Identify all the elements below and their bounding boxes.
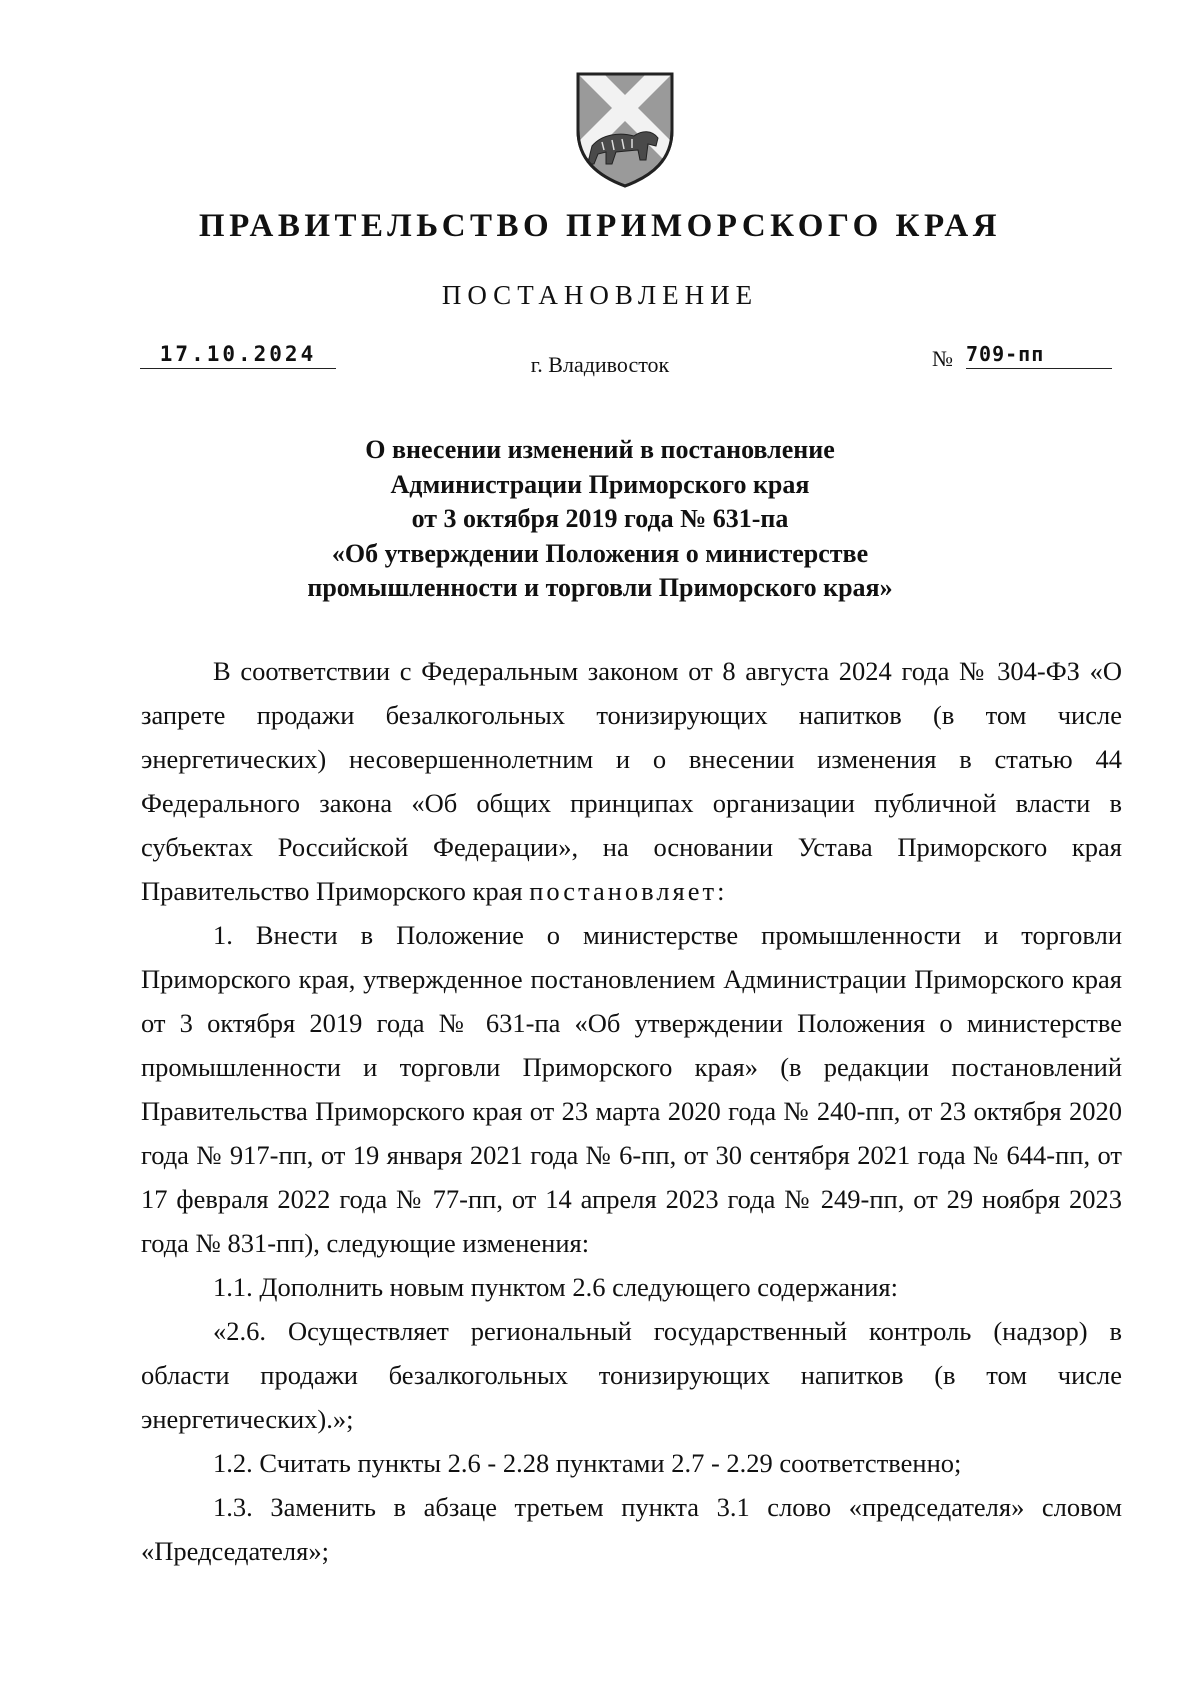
document-body	[141, 649, 1122, 1573]
document-subject	[0, 433, 1200, 606]
subject-line: «Об утверждении Положения о министерстве	[331, 538, 869, 568]
subject-line: Администрации Приморского края	[390, 469, 810, 499]
item-2-6-quote: «2.6. Осуществляет региональный государственный контроль (надзор) в области продажи безалкогольных тонизирующих напитков (в том числе энергетических).»;	[141, 1316, 1122, 1434]
document-city: г. Владивосток	[530, 352, 670, 377]
item-1: 1. Внести в Положение о министерстве промышленности и торговли Приморского края, утвержденное постановлением Администрации Приморского края от 3 октября 2019 года № 631-па «Об утверждении Положения о министерстве промышленности и торговли Приморского края» (в редакции постановлений Правительства Приморского края от 23 марта 2020 года № 240-пп, от 23 октября 2020 года № 917-пп, от 19 января 2021 года № 6-пп, от 30 сентября 2021 года № 644-пп, от 17 февраля 2022 года № 77-пп, от 14 апреля 2023 года № 249-пп, от 29 ноября 2023 года № 831-пп), следующие изменения:	[141, 920, 1122, 1258]
preamble-text: В соответствии с Федеральным законом от 8 августа 2024 года № 304-ФЗ «О запрете продажи безалкогольных тонизирующих напитков (в том числе энергетических) несовершеннолетним и о внесении изменения в статью 44 Федерального закона «Об общих принципах организации публичной власти в субъектах Российской Федерации», на основании Устава Приморского края Правительство Приморского края	[141, 656, 1122, 906]
document-number: 709-пп	[966, 342, 1112, 369]
preamble-paragraph	[141, 649, 1122, 913]
government-title: ПРАВИТЕЛЬСТВО ПРИМОРСКОГО КРАЯ	[198, 208, 1002, 244]
item-1-3: 1.3. Заменить в абзаце третьем пункта 3.1 слово «председателя» словом «Председателя»;	[141, 1492, 1122, 1566]
document-type: ПОСТАНОВЛЕНИЕ	[441, 280, 759, 310]
document-date: 17.10.2024	[140, 342, 336, 369]
subject-line: О внесении изменений в постановление	[365, 435, 835, 464]
subject-line: промышленности и торговли Приморского края»	[307, 573, 893, 602]
item-1-1: 1.1. Дополнить новым пунктом 2.6 следующего содержания:	[213, 1272, 898, 1302]
number-label: №	[932, 346, 953, 371]
item-1-2: 1.2. Считать пункты 2.6 - 2.28 пунктами 2.7 - 2.29 соответственно;	[213, 1448, 962, 1478]
resolves-word: постановляет:	[529, 876, 728, 906]
coat-of-arms-icon	[572, 68, 678, 190]
subject-line: от 3 октября 2019 года № 631-па	[411, 504, 789, 533]
